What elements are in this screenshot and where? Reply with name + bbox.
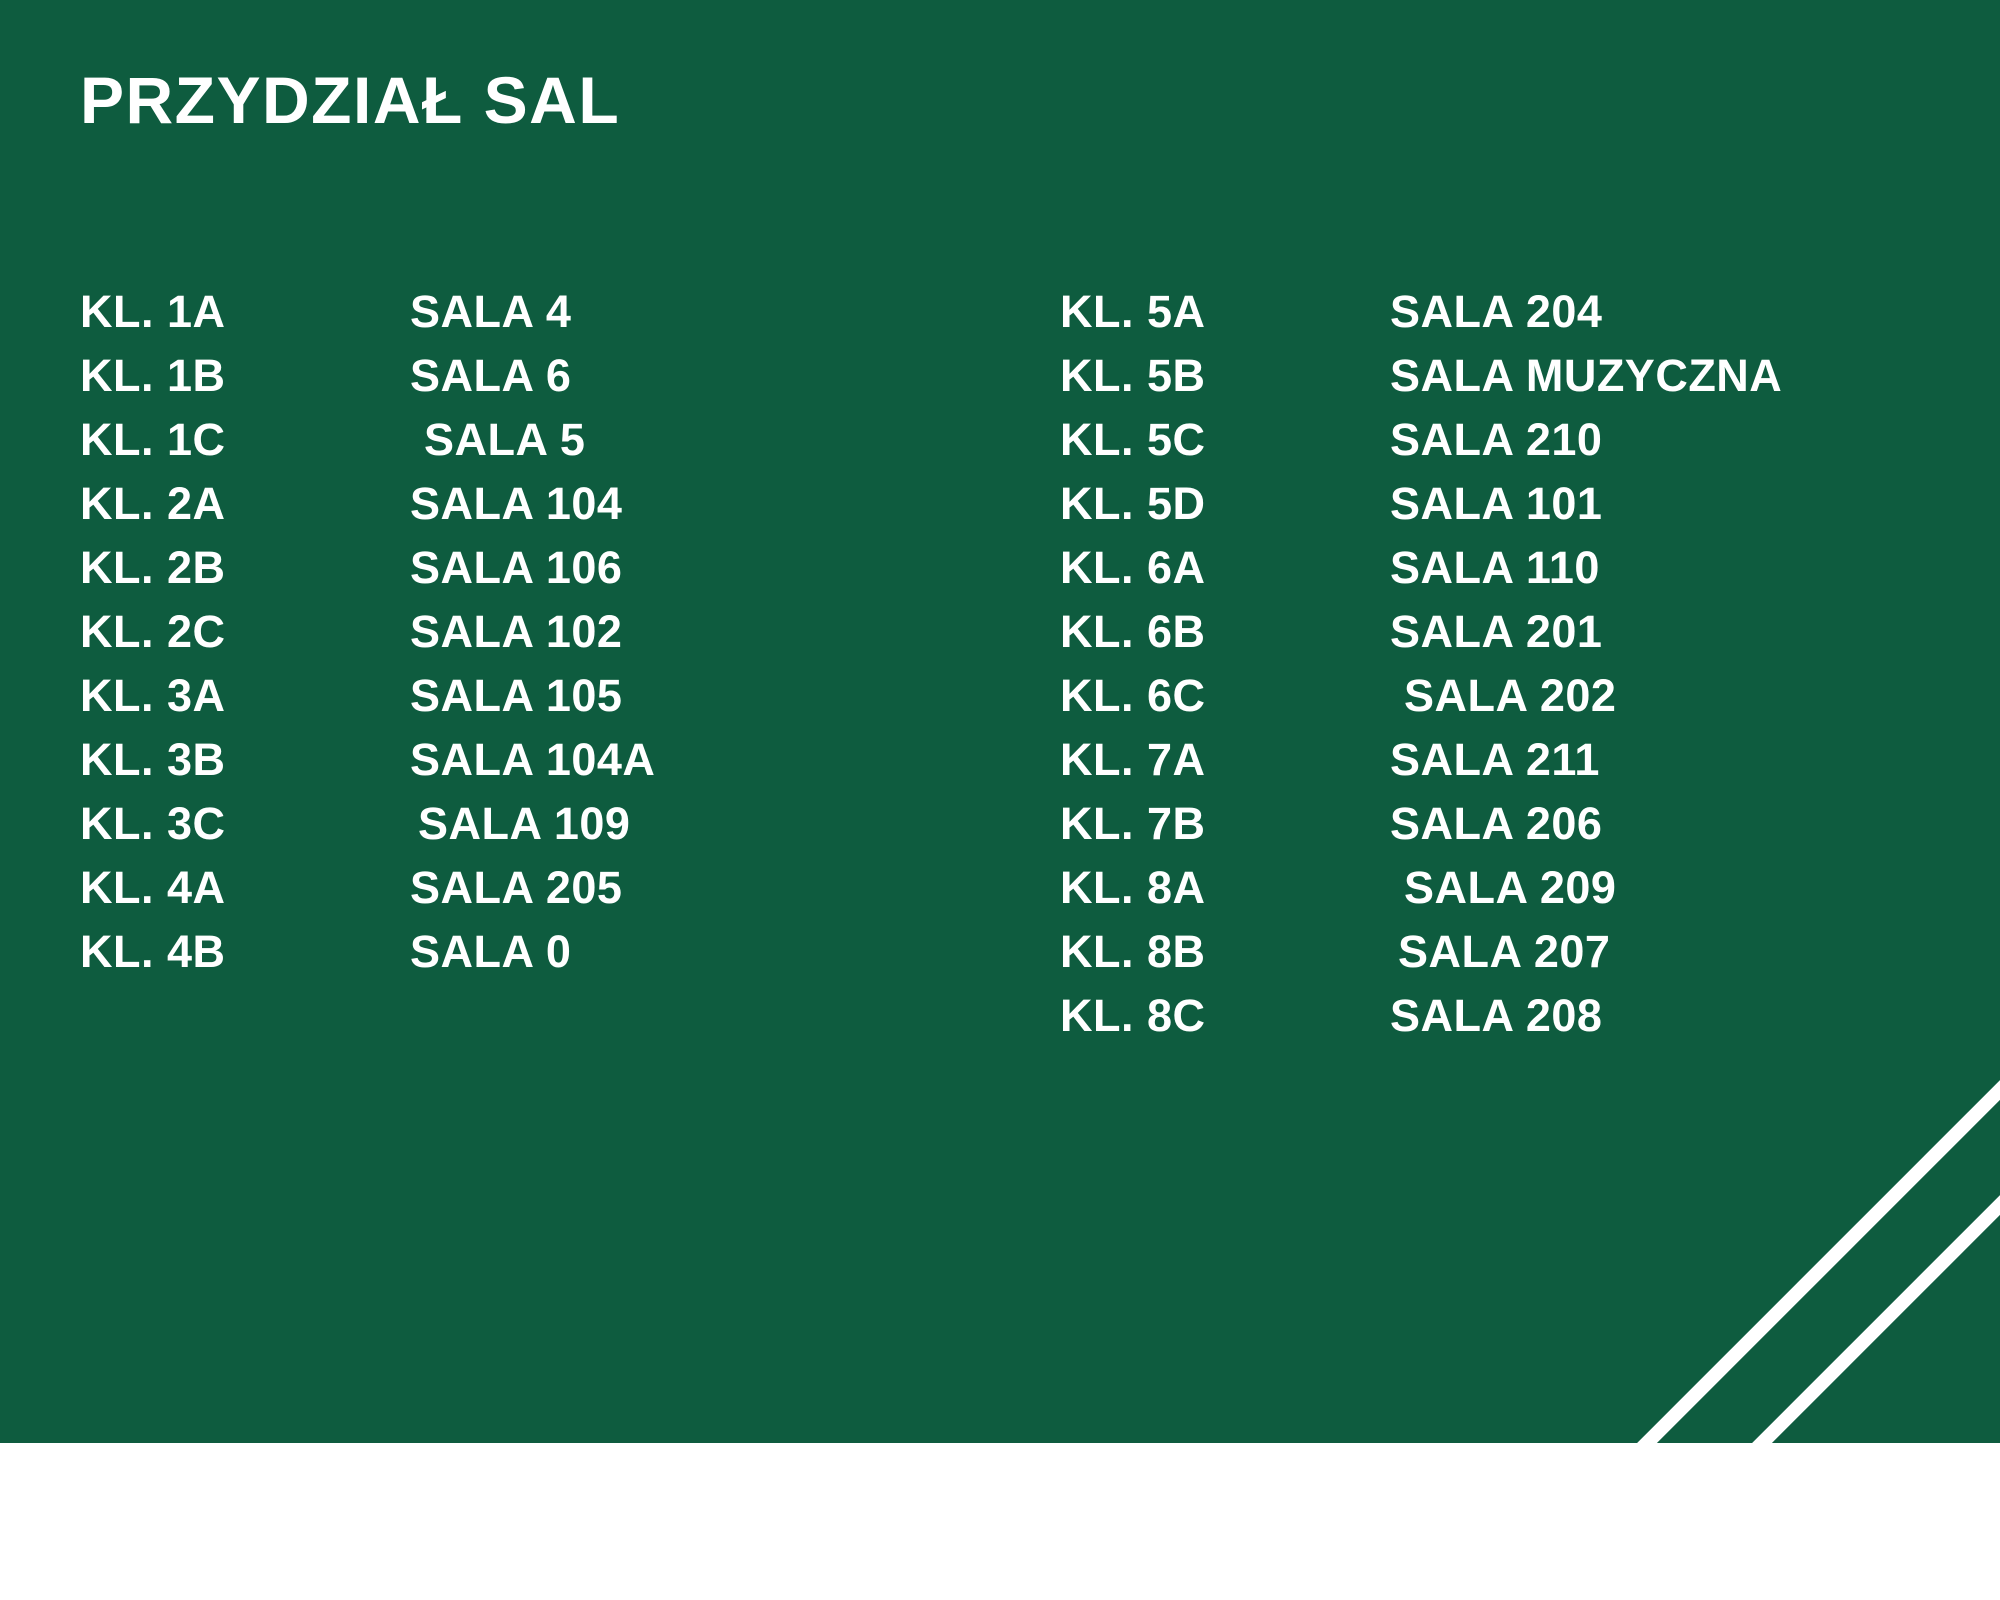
room-label: SALA 106 — [410, 542, 623, 593]
room-label: SALA 4 — [410, 286, 572, 337]
table-row — [80, 472, 1000, 536]
bottom-rule — [0, 1578, 1640, 1584]
room-label: SALA 204 — [1390, 286, 1603, 337]
table-row — [1060, 408, 1980, 472]
column-left — [80, 280, 1000, 984]
room-label: SALA 207 — [1398, 926, 1611, 977]
class-label: KL. 8B — [1060, 926, 1206, 977]
table-row — [1060, 280, 1980, 344]
class-label: KL. 6C — [1060, 670, 1206, 721]
class-label: KL. 4A — [80, 862, 226, 913]
room-label: SALA 104A — [410, 734, 656, 785]
class-label: KL. 5A — [1060, 286, 1206, 337]
table-row — [80, 920, 1000, 984]
class-label: KL. 3C — [80, 798, 226, 849]
room-label: SALA 104 — [410, 478, 623, 529]
room-label: SALA 0 — [410, 926, 572, 977]
column-right — [1060, 280, 1980, 1048]
table-row — [80, 728, 1000, 792]
diagonal-stripes-decoration — [1620, 1043, 2000, 1443]
bottom-white-band — [0, 1443, 2000, 1600]
table-row — [80, 664, 1000, 728]
class-label: KL. 6A — [1060, 542, 1206, 593]
class-label: KL. 2A — [80, 478, 226, 529]
table-row — [1060, 472, 1980, 536]
class-label: KL. 2C — [80, 606, 226, 657]
table-row — [80, 856, 1000, 920]
table-row — [80, 536, 1000, 600]
class-label: KL. 7B — [1060, 798, 1206, 849]
class-label: KL. 5B — [1060, 350, 1206, 401]
page-title: PRZYDZIAŁ SAL — [80, 63, 621, 137]
room-label: SALA 6 — [410, 350, 572, 401]
table-row — [1060, 920, 1980, 984]
table-row — [1060, 536, 1980, 600]
table-row — [80, 344, 1000, 408]
stripe-1 — [1525, 1061, 2000, 1443]
table-row — [80, 600, 1000, 664]
room-label: SALA MUZYCZNA — [1390, 350, 1783, 401]
class-label: KL. 8A — [1060, 862, 1206, 913]
table-row — [1060, 984, 1980, 1048]
class-label: KL. 1C — [80, 414, 226, 465]
table-row — [80, 792, 1000, 856]
table-row — [1060, 600, 1980, 664]
table-row — [80, 408, 1000, 472]
class-label: KL. 3B — [80, 734, 226, 785]
room-label: SALA 202 — [1404, 670, 1617, 721]
class-label: KL. 4B — [80, 926, 226, 977]
class-label: KL. 5D — [1060, 478, 1206, 529]
class-label: KL. 1B — [80, 350, 226, 401]
class-label: KL. 8C — [1060, 990, 1206, 1041]
room-label: SALA 5 — [424, 414, 586, 465]
class-label: KL. 1A — [80, 286, 226, 337]
table-row — [1060, 344, 1980, 408]
room-label: SALA 210 — [1390, 414, 1603, 465]
stripe-2 — [1640, 1061, 2000, 1443]
table-row — [1060, 792, 1980, 856]
room-label: SALA 205 — [410, 862, 623, 913]
room-label: SALA 209 — [1404, 862, 1617, 913]
class-label: KL. 7A — [1060, 734, 1206, 785]
class-label: KL. 2B — [80, 542, 226, 593]
room-label: SALA 101 — [1390, 478, 1603, 529]
class-label: KL. 6B — [1060, 606, 1206, 657]
table-row — [1060, 728, 1980, 792]
room-label: SALA 102 — [410, 606, 623, 657]
room-label: SALA 109 — [418, 798, 631, 849]
table-row — [80, 280, 1000, 344]
room-label: SALA 110 — [1390, 542, 1600, 593]
room-label: SALA 208 — [1390, 990, 1603, 1041]
room-label: SALA 206 — [1390, 798, 1603, 849]
room-label: SALA 105 — [410, 670, 623, 721]
room-label: SALA 211 — [1390, 734, 1600, 785]
table-row — [1060, 664, 1980, 728]
room-label: SALA 201 — [1390, 606, 1603, 657]
class-label: KL. 5C — [1060, 414, 1206, 465]
class-label: KL. 3A — [80, 670, 226, 721]
table-row — [1060, 856, 1980, 920]
